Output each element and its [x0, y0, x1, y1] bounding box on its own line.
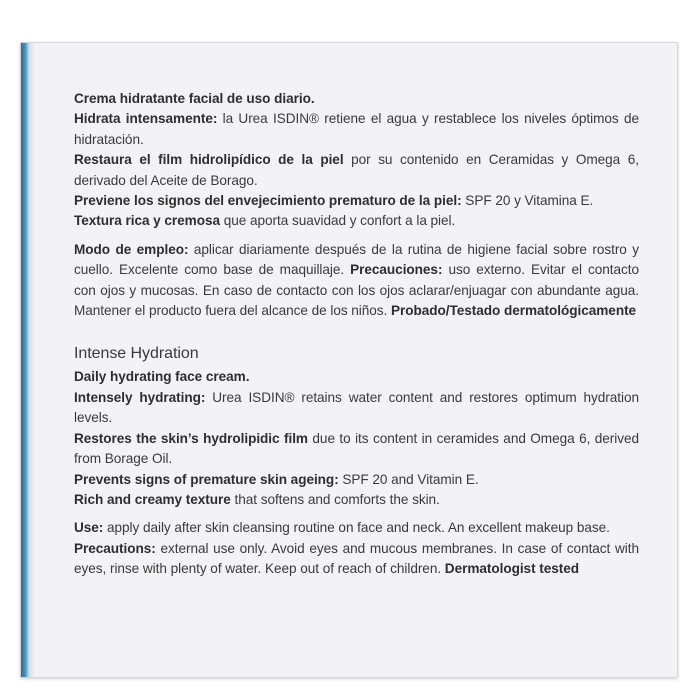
blue-edge-stripe — [21, 43, 29, 677]
en-tested-label: Dermatologist tested — [444, 561, 580, 577]
label-text-block — [74, 89, 639, 580]
product-box-panel — [20, 42, 678, 678]
es-restaura-text: por su contenido en Ceramidas y Omega 6, derivado del Aceite de Borago. — [74, 152, 639, 188]
es-modo-label: Modo de empleo: — [74, 241, 189, 257]
en-precautions-paragraph — [74, 539, 639, 580]
en-use-paragraph — [74, 518, 639, 538]
es-hidrata-text: la Urea ISDIN® retiene el agua y restablece los niveles óptimos de hidratación. — [74, 111, 639, 147]
en-hydrating-label: Intensely hydrating: — [74, 389, 206, 405]
en-precautions-text: external use only. Avoid eyes and mucous membranes. In case of contact with eyes, rinse with plenty of water. Keep out of reach of children. — [74, 540, 639, 577]
es-hidrata-label: Hidrata intensamente: — [74, 111, 218, 127]
es-restaura-label: Restaura el film hidrolipídico de la piel — [74, 152, 344, 168]
edge-highlight — [29, 43, 35, 677]
en-hydrating-text: Urea ISDIN® retains water content and restores optimum hydration levels. — [74, 389, 639, 426]
es-precauciones-text: uso externo. Evitar el contacto con ojos y mucosas. En caso de contacto con los ojos aclarar/enjuagar con abundante agua. Mantener el producto fuera del alcance de los niños. — [74, 262, 639, 319]
en-hydrating-paragraph — [74, 388, 639, 429]
es-previene-text: SPF 20 y Vitamina E. — [461, 193, 594, 209]
es-modo-paragraph — [74, 240, 639, 322]
en-section-title: Intense Hydration — [74, 345, 199, 363]
es-hidrata-paragraph — [74, 109, 639, 150]
es-restaura-paragraph — [74, 150, 639, 191]
es-probado-label: Probado/Testado dermatológicamente — [391, 303, 637, 319]
en-restores-label: Restores the skin’s hydrolipidic film — [74, 430, 308, 446]
es-precauciones-label: Precauciones: — [350, 262, 443, 278]
es-previene-label: Previene los signos del envejecimiento prematuro de la piel: — [74, 193, 462, 209]
en-intro: Daily hydrating face cream. — [74, 369, 250, 385]
es-intro: Crema hidratante facial de uso diario. — [74, 91, 315, 106]
en-texture-text: that softens and comforts the skin. — [230, 491, 440, 507]
spacer — [74, 510, 639, 518]
es-textura-label: Textura rica y cremosa — [74, 213, 220, 229]
en-prevents-text: SPF 20 and Vitamin E. — [338, 471, 479, 487]
en-precautions-label: Precautions: — [74, 540, 156, 556]
en-prevents-paragraph — [74, 470, 639, 490]
es-textura-text: que aporta suavidad y confort a la piel. — [220, 213, 456, 229]
es-textura-paragraph — [74, 211, 639, 231]
en-prevents-label: Prevents signs of premature skin ageing: — [74, 471, 339, 487]
en-restores-text: due to its content in ceramides and Omega 6, derived from Borage Oil. — [74, 430, 639, 467]
en-texture-label: Rich and creamy texture — [74, 491, 231, 507]
en-use-text: apply daily after skin cleansing routine on face and neck. An excellent makeup base. — [103, 520, 610, 536]
en-texture-paragraph — [74, 490, 639, 510]
spacer — [74, 232, 639, 240]
section-spacer — [74, 321, 639, 343]
en-use-label: Use: — [74, 520, 104, 536]
es-previene-paragraph — [74, 191, 639, 211]
es-modo-text: aplicar diariamente después de la rutina de higiene facial sobre rostro y cuello. Excelente como base de maquillaje. — [74, 241, 639, 278]
en-restores-paragraph — [74, 429, 639, 470]
